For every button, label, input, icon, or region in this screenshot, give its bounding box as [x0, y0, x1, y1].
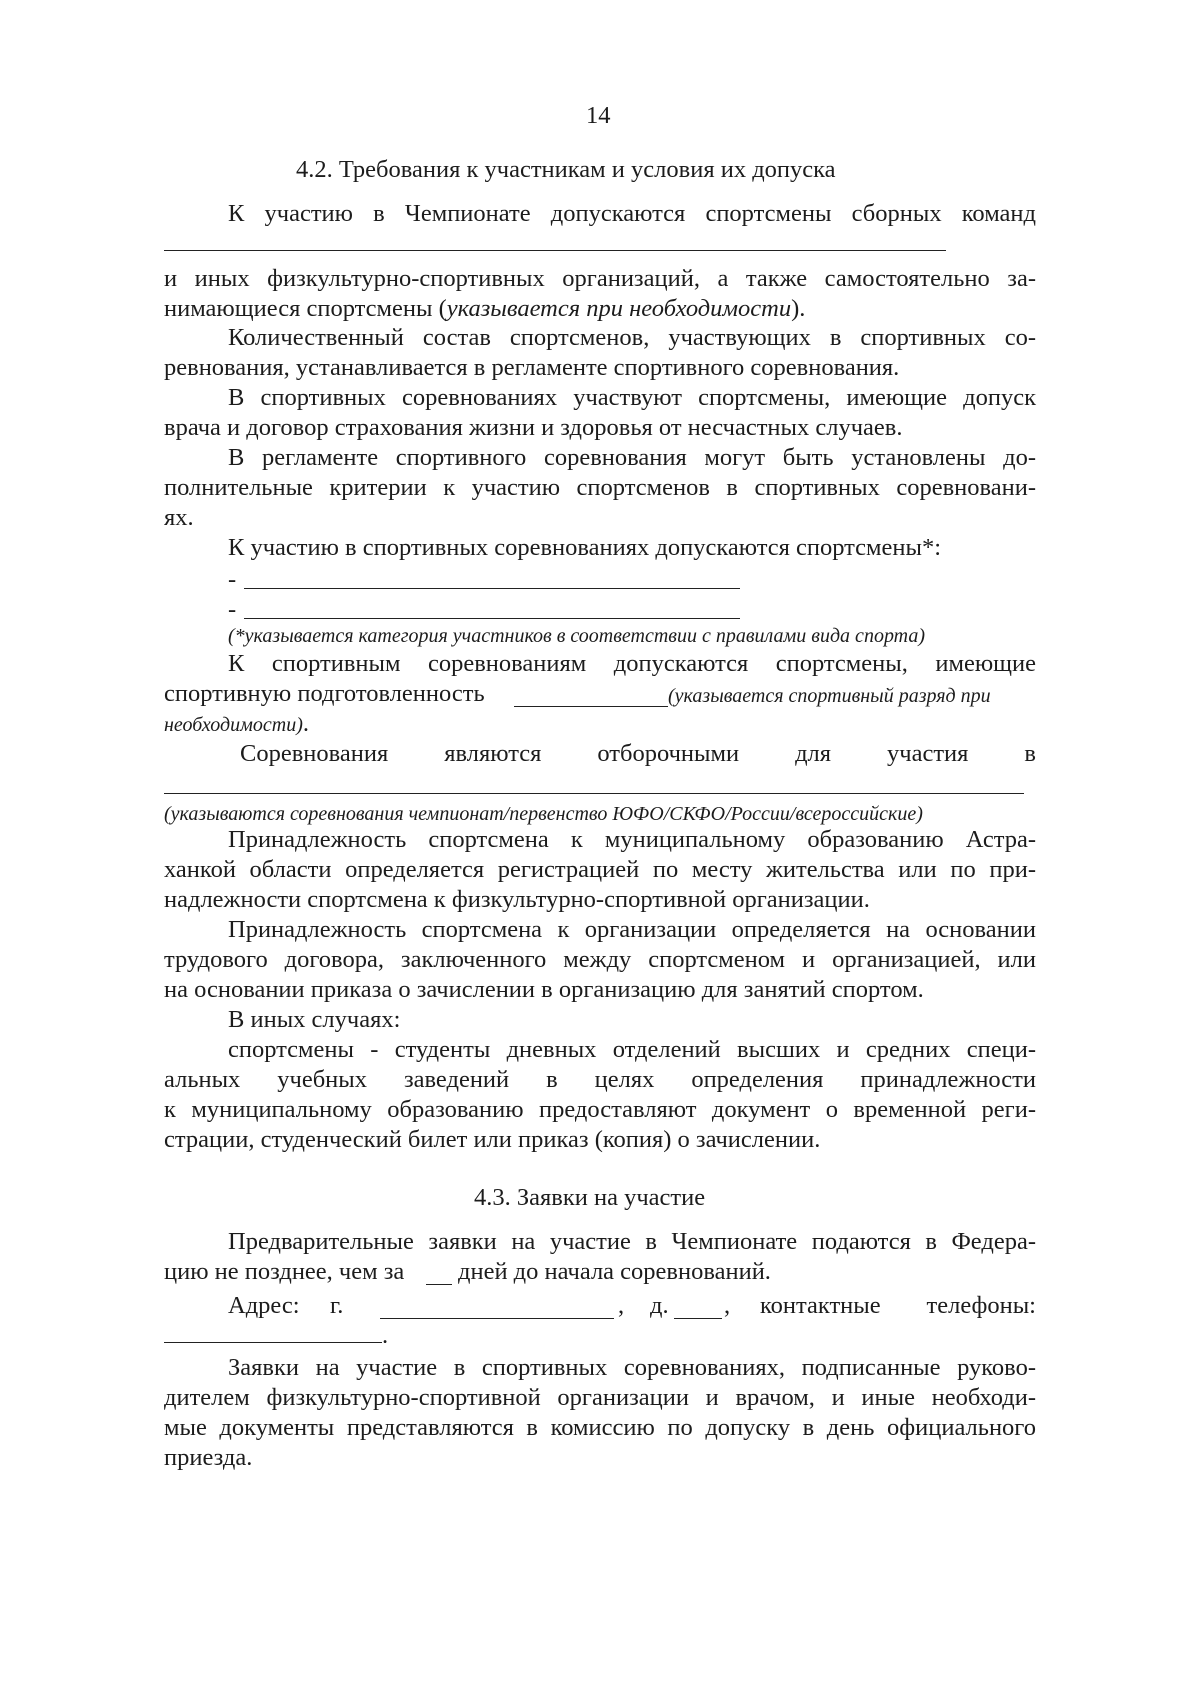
- blank-line-category-2: [244, 618, 740, 619]
- paragraph-10-line-1: В иных случаях:: [228, 1006, 401, 1033]
- section-4-3-paragraph-3-line-3: мые документы представляются в комиссию по допуску в день официального: [164, 1414, 1036, 1441]
- paragraph-1-line-3-italic: указывается при необходимости: [446, 295, 792, 322]
- paragraph-1-line-1: К участию в Чемпионате допускаются спортсмены сборных команд: [228, 200, 1036, 227]
- paragraph-6-line-1: К спортивным соревнованиям допускаются спортсмены, имеющие: [228, 650, 1036, 677]
- address-city-label: г.: [330, 1292, 344, 1319]
- paragraph-6-line-2-start: спортивную подготовленность: [164, 680, 485, 707]
- paragraph-4-line-2: полнительные критерии к участию спортсменов в спортивных соревновани-: [164, 474, 1036, 501]
- paragraph-2-line-2: ревнования, устанавливается в регламенте спортивного соревнования.: [164, 354, 900, 381]
- blank-line-sport-rank: [514, 706, 668, 707]
- paragraph-11-line-3: к муниципальному образованию предоставляют документ о временной реги-: [164, 1096, 1036, 1123]
- paragraph-7-note: (указываются соревнования чемпионат/первенство ЮФО/СКФО/России/всероссийские): [164, 803, 923, 825]
- paragraph-8-line-2: ханкой области определяется регистрацией по месту жительства или по при-: [164, 856, 1036, 883]
- paragraph-1-line-3: [164, 293, 805, 325]
- section-heading-4-2: 4.2. Требования к участникам и условия их допуска: [296, 156, 836, 183]
- section-4-3-paragraph-1-line-2-end: дней до начала соревнований.: [458, 1258, 771, 1285]
- paragraph-11-line-4: страции, студенческий билет или приказ (копия) о зачислении.: [164, 1126, 821, 1153]
- paragraph-4-line-3: ях.: [164, 504, 194, 531]
- paragraph-8-line-3: надлежности спортсмена к физкультурно-спортивной организации.: [164, 886, 870, 913]
- blank-line-days: [426, 1284, 452, 1285]
- section-4-3-paragraph-1-line-1: Предварительные заявки на участие в Чемпионате подаются в Федера-: [228, 1228, 1036, 1255]
- paragraph-9-line-1: Принадлежность спортсмена к организации определяется на основании: [228, 916, 1036, 943]
- blank-line-city: [380, 1318, 614, 1319]
- page-number: 14: [586, 102, 611, 129]
- blank-line-house: [674, 1318, 722, 1319]
- section-4-3-paragraph-1-line-2-start: цию не позднее, чем за: [164, 1258, 405, 1285]
- paragraph-7-line-1: Соревнования являются отборочными для участия в: [240, 740, 1036, 767]
- paragraph-1-line-2: и иных физкультурно-спортивных организаций, а также самостоятельно за-: [164, 265, 1036, 292]
- paragraph-3-line-2: врача и договор страхования жизни и здоровья от несчастных случаев.: [164, 414, 903, 441]
- section-4-3-paragraph-3-line-4: приезда.: [164, 1444, 253, 1471]
- address-comma-1: ,: [618, 1292, 625, 1319]
- paragraph-5-line-1: К участию в спортивных соревнованиях допускаются спортсмены*:: [228, 534, 942, 561]
- paragraph-9-line-2: трудового договора, заключенного между спортсменом и организацией, или: [164, 946, 1036, 973]
- address-house-label: д.: [650, 1292, 669, 1319]
- paragraph-4-line-1: В регламенте спортивного соревнования могут быть установлены до-: [228, 444, 1036, 471]
- paragraph-6-line-3: [164, 708, 309, 741]
- paragraph-1-line-3-end: ).: [791, 295, 806, 322]
- blank-line-category-1: [244, 588, 740, 589]
- paragraph-3-line-1: В спортивных соревнованиях участвуют спортсмены, имеющие допуск: [228, 384, 1036, 411]
- paragraph-11-line-1: спортсмены - студенты дневных отделений высших и средних специ-: [228, 1036, 1036, 1063]
- list-dash-2: -: [228, 596, 237, 623]
- address-comma-2: ,: [724, 1292, 731, 1319]
- section-4-3-paragraph-3-line-1: Заявки на участие в спортивных соревнованиях, подписанные руково-: [228, 1354, 1036, 1381]
- paragraph-6-line-3-end: .: [302, 710, 310, 737]
- section-4-3-paragraph-3-line-2: дителем физкультурно-спортивной организации и врачом, и иные необходи-: [164, 1384, 1036, 1411]
- address-label: Адрес:: [228, 1292, 300, 1319]
- paragraph-1-line-3-text: нимающиеся спортсмены (: [164, 295, 447, 322]
- paragraph-6-line-3-italic: необходимости): [164, 714, 303, 736]
- list-dash-1: -: [228, 566, 237, 593]
- paragraph-11-line-2: альных учебных заведений в целях определения принадлежности: [164, 1066, 1036, 1093]
- paragraph-2-line-1: Количественный состав спортсменов, участвующих в спортивных со-: [228, 324, 1036, 351]
- footnote-category: (*указывается категория участников в соответствии с правилами вида спорта): [228, 625, 926, 647]
- address-period: .: [382, 1322, 389, 1349]
- paragraph-9-line-3: на основании приказа о зачислении в организацию для занятий спортом.: [164, 976, 924, 1003]
- blank-line-qualifying: [164, 793, 1024, 794]
- blank-line-teams: [164, 250, 946, 251]
- paragraph-8-line-1: Принадлежность спортсмена к муниципальному образованию Астра-: [228, 826, 1036, 853]
- blank-line-phones: [164, 1342, 382, 1343]
- section-heading-4-3: 4.3. Заявки на участие: [474, 1184, 706, 1211]
- address-phones-label: контактные телефоны:: [760, 1292, 1036, 1319]
- paragraph-6-line-2-italic: (указывается спортивный разряд при: [668, 685, 991, 707]
